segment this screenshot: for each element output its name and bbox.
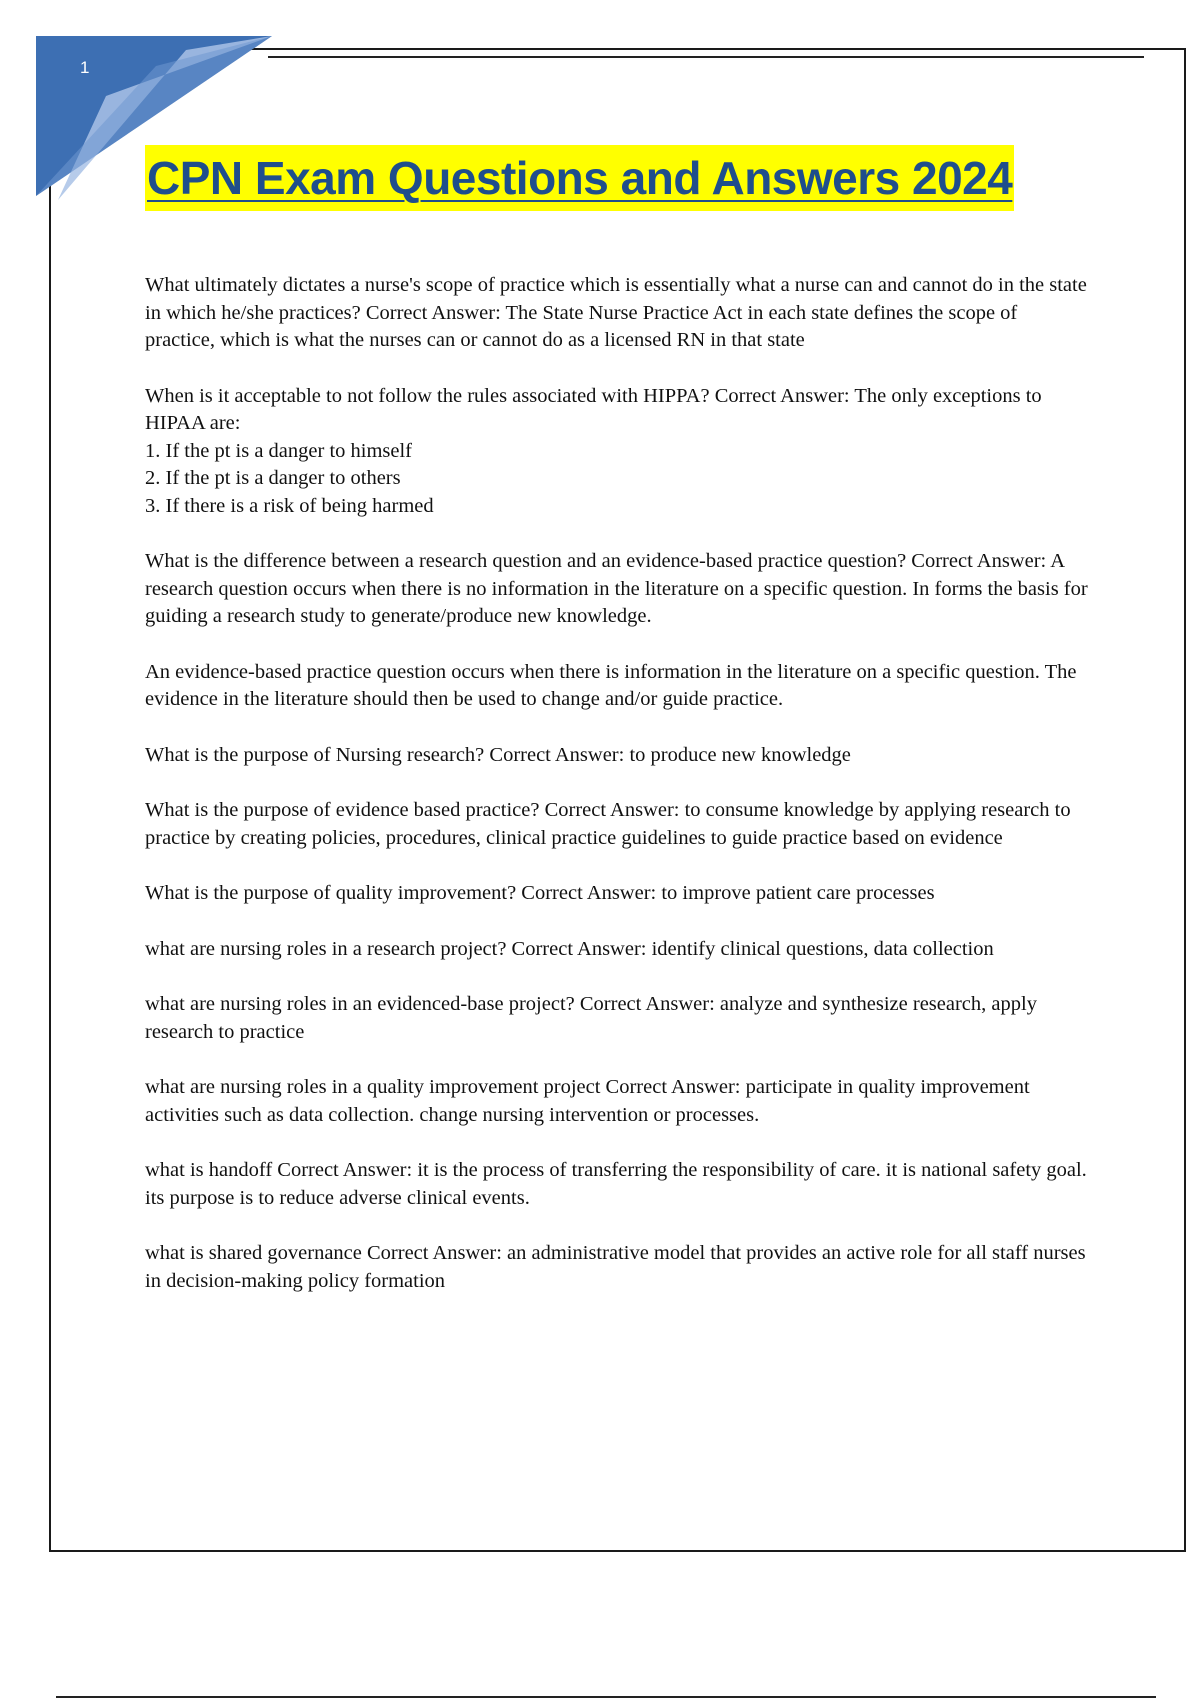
qa-extra-paragraph: An evidence-based practice question occurs when there is information in the literature on a specific question. The evidence in the literature should then be used to change and/or guide practice. <box>145 660 1077 710</box>
qa-item <box>145 797 1090 852</box>
qa-item <box>145 383 1090 521</box>
qa-text: What is the purpose of evidence based practice? Correct Answer: to consume knowledge by applying research to practice by creating policies, procedures, clinical practice guidelines to guide practice based on evidence <box>145 799 1071 849</box>
title-block <box>145 145 1014 211</box>
qa-text: What is the purpose of Nursing research? Correct Answer: to produce new knowledge <box>145 743 851 766</box>
footer-rule <box>56 1696 1156 1698</box>
page-number: 1 <box>80 58 90 77</box>
qa-text: what is shared governance Correct Answer: an administrative model that provides an active role for all staff nurses in decision-making policy formation <box>145 1242 1086 1292</box>
qa-item <box>145 880 1090 908</box>
qa-item <box>145 742 1090 770</box>
qa-text: When is it acceptable to not follow the rules associated with HIPPA? Correct Answer: The only exceptions to HIPAA are: <box>145 384 1042 434</box>
qa-item <box>145 1157 1090 1212</box>
qa-item <box>145 991 1090 1046</box>
qa-item <box>145 936 1090 964</box>
qa-text: what are nursing roles in a research project? Correct Answer: identify clinical questions, data collection <box>145 937 994 960</box>
qa-text: What is the purpose of quality improvement? Correct Answer: to improve patient care processes <box>145 882 935 904</box>
qa-text: What ultimately dictates a nurse's scope of practice which is essentially what a nurse can and cannot do in the state in which he/she practices? Correct Answer: The State Nurse Practice Act in each state defines the scope of practice, which is what the nurses can or cannot do as a licensed RN in that state <box>145 274 1087 351</box>
header-rule <box>268 56 1144 58</box>
document-title: CPN Exam Questions and Answers 2024 <box>145 145 1014 211</box>
qa-text: what is handoff Correct Answer: it is the process of transferring the responsibility of care. it is national safety goal. its purpose is to reduce adverse clinical events. <box>145 1159 1087 1209</box>
qa-item <box>145 548 1090 714</box>
qa-item <box>145 1240 1090 1295</box>
qa-text: what are nursing roles in an evidenced-base project? Correct Answer: analyze and synthesize research, apply research to practice <box>145 993 1037 1043</box>
qa-list <box>145 272 1090 1323</box>
qa-text: What is the difference between a research question and an evidence-based practice question? Correct Answer: A research question occurs when there is no information in the literature on a specific question. In forms the basis for guiding a research study to generate/produce new knowledge. <box>145 550 1088 627</box>
qa-list-line: 2. If the pt is a danger to others <box>145 467 401 489</box>
qa-text: what are nursing roles in a quality improvement project Correct Answer: participate in quality improvement activities such as data collection. change nursing intervention or processes. <box>145 1076 1030 1126</box>
qa-list-line: 3. If there is a risk of being harmed <box>145 494 434 517</box>
qa-list-line: 1. If the pt is a danger to himself <box>145 439 413 462</box>
qa-item <box>145 272 1090 355</box>
qa-item <box>145 1074 1090 1129</box>
